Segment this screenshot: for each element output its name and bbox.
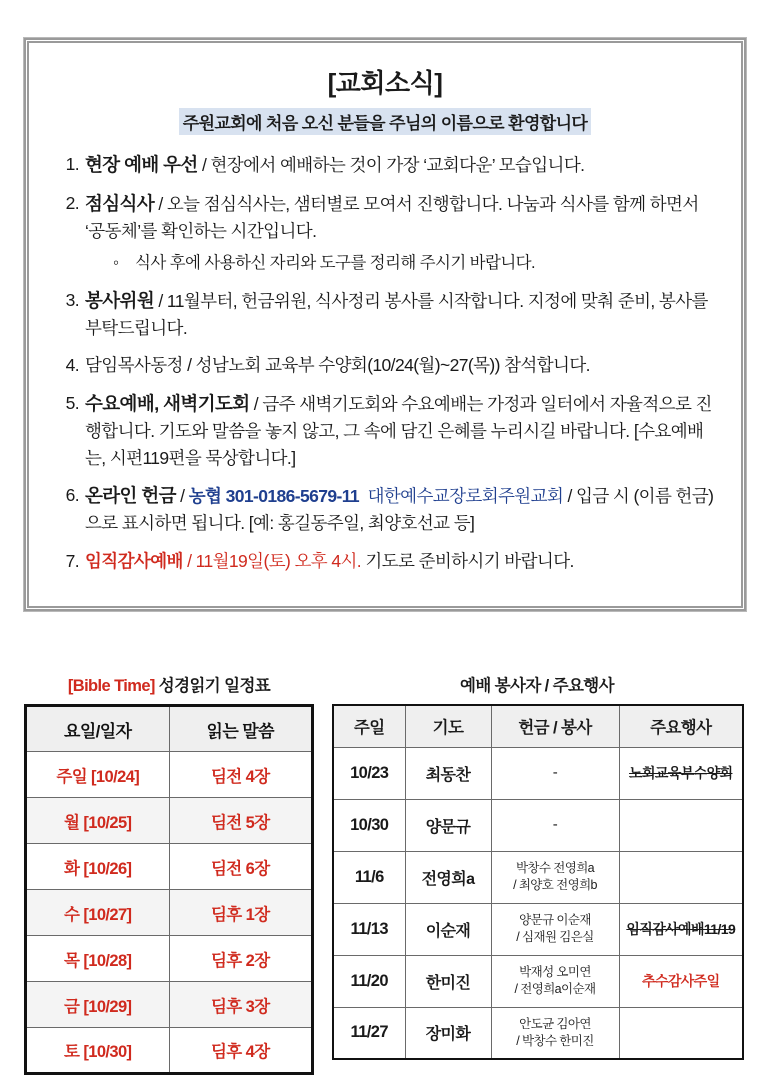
table-header-row — [26, 706, 313, 752]
bible-passage: 딤전 5장 — [169, 798, 313, 844]
table-row — [333, 1007, 743, 1059]
page-title: [교회소식] — [327, 68, 443, 98]
table-row — [333, 747, 743, 799]
service-event — [619, 851, 743, 903]
news-item-1-body: / 현장에서 예배하는 것이 가장 ‘교회다운’ 모습입니다. — [197, 155, 585, 175]
news-item-2-lead: 점심식사 — [85, 193, 155, 215]
service-col-offering: 헌금 / 봉사 — [491, 705, 619, 747]
service-offering — [491, 1007, 619, 1059]
news-item-5-lead: 수요예배, 새벽기도회 — [85, 393, 250, 415]
table-row — [333, 955, 743, 1007]
news-item-7 — [51, 548, 719, 575]
news-item-3-lead: 봉사위원 — [85, 289, 155, 311]
service-offering-line2: / 최양호 전영희b — [513, 878, 597, 892]
service-event — [619, 1007, 743, 1059]
table-row — [333, 851, 743, 903]
service-offering-line2: / 심재원 김은실 — [516, 930, 594, 944]
bible-time-caption — [24, 672, 314, 696]
news-item-5-number: 5. — [65, 393, 79, 414]
bible-time-section — [24, 672, 314, 1075]
service-col-sunday: 주일 — [333, 705, 405, 747]
table-row — [26, 798, 313, 844]
service-col-event: 주요행사 — [619, 705, 743, 747]
news-item-6-body: / 입금 시 (이름 헌금)으로 표시하면 됩니다. [예: 홍길동주일, 최양호선교 등] — [85, 486, 714, 534]
service-offering-line1: 박창수 전영희a — [515, 861, 595, 876]
table-header-row — [333, 705, 743, 747]
news-item-6-number: 6. — [65, 485, 79, 506]
news-item-4 — [51, 352, 719, 379]
bible-passage: 딤후 2장 — [169, 936, 313, 982]
news-item-3 — [51, 287, 719, 342]
service-prayer: 한미진 — [405, 955, 491, 1007]
service-event — [619, 955, 743, 1007]
news-item-5 — [51, 390, 719, 471]
bible-time-caption-tag: [Bible Time] — [67, 677, 155, 695]
bible-day: 화 [10/26] — [26, 844, 170, 890]
table-row — [333, 903, 743, 955]
bank-account-number: 농협 301-0186-5679-11 — [188, 486, 360, 507]
service-offering — [491, 851, 619, 903]
news-item-3-number: 3. — [65, 289, 79, 310]
list-item: ◦ 식사 후에 사용하신 자리와 도구를 정리해 주시기 바랍니다. — [113, 252, 719, 276]
service-offering-line2: / 박창수 한미진 — [516, 1033, 594, 1048]
bible-passage: 딤후 1장 — [169, 890, 313, 936]
table-row — [333, 799, 743, 851]
news-list — [51, 151, 719, 575]
bible-passage: 딤후 3장 — [169, 982, 313, 1028]
bible-passage: 딤전 6장 — [169, 844, 313, 890]
welcome-banner — [51, 108, 719, 135]
service-offering-line1: 박재성 오미연 — [519, 965, 591, 980]
news-item-1 — [51, 151, 719, 179]
news-item-2 — [51, 190, 719, 276]
table-row — [26, 982, 313, 1028]
service-date: 11/20 — [333, 955, 405, 1007]
service-prayer: 전영희a — [405, 851, 491, 903]
service-volunteers-table — [332, 704, 744, 1060]
service-event — [619, 747, 743, 799]
bible-day: 월 [10/25] — [26, 798, 170, 844]
bible-passage: 딤전 4장 — [169, 752, 313, 798]
news-item-2-sublist — [85, 252, 719, 276]
service-offering — [491, 955, 619, 1007]
bible-col-day: 요일/일자 — [26, 706, 170, 752]
news-item-6 — [51, 482, 719, 537]
news-item-4-number: 4. — [65, 355, 79, 376]
church-news-box — [24, 38, 746, 611]
news-item-2-number: 2. — [65, 193, 79, 214]
bible-time-caption-text: 성경읽기 일정표 — [154, 677, 271, 695]
table-row — [26, 936, 313, 982]
service-table-caption: 예배 봉사자 / 주요행사 — [460, 677, 614, 695]
service-date: 10/30 — [333, 799, 405, 851]
service-event — [619, 799, 743, 851]
service-event — [619, 903, 743, 955]
bible-day: 주일 [10/24] — [26, 752, 170, 798]
service-prayer: 양문규 — [405, 799, 491, 851]
welcome-text: 주원교회에 처음 오신 분들을 주님의 이름으로 환영합니다 — [179, 108, 591, 135]
news-item-2-body: / 오늘 점심식사는, 샘터별로 모여서 진행합니다. 나눔과 식사를 함께 하면서 ‘공동체’를 확인하는 시간입니다. — [85, 194, 699, 242]
news-item-7-lead: 임직감사예배 — [85, 551, 183, 572]
service-offering-line1: 안도균 김아연 — [519, 1016, 591, 1031]
news-item-7-body: 기도로 준비하시기 바랍니다. — [361, 551, 574, 572]
table-row — [26, 844, 313, 890]
service-col-prayer: 기도 — [405, 705, 491, 747]
service-prayer: 장미화 — [405, 1007, 491, 1059]
bank-account-holder: 대한예수교장로회주원교회 — [367, 486, 564, 507]
service-prayer: 이순재 — [405, 903, 491, 955]
service-offering — [491, 747, 619, 799]
bible-col-passage: 읽는 말씀 — [169, 706, 313, 752]
news-item-6-lead: 온라인 헌금 — [85, 485, 176, 507]
bible-reading-table — [24, 704, 314, 1075]
service-offering-line2: / 전영희a이순재 — [514, 982, 596, 996]
service-volunteers-section — [332, 672, 742, 1060]
service-date: 10/23 — [333, 747, 405, 799]
news-item-1-lead: 현장 예배 우선 — [85, 154, 198, 175]
bible-day: 토 [10/30] — [26, 1028, 170, 1074]
table-row — [26, 752, 313, 798]
service-date: 11/27 — [333, 1007, 405, 1059]
bible-day: 수 [10/27] — [26, 890, 170, 936]
table-row — [26, 890, 313, 936]
news-item-7-number: 7. — [65, 551, 79, 572]
news-item-7-datetime: / 11월19일(토) 오후 4시. — [182, 551, 362, 572]
service-event-text: 임직감사예배11/19 — [626, 921, 736, 937]
news-item-4-body: 담임목사동정 / 성남노회 교육부 수양회(10/24(월)~27(목)) 참석합니다. — [85, 355, 590, 376]
bible-day: 목 [10/28] — [26, 936, 170, 982]
service-offering — [491, 903, 619, 955]
service-date: 11/13 — [333, 903, 405, 955]
service-offering-line1: - — [552, 763, 558, 781]
service-offering-line1: 양문규 이순재 — [519, 913, 591, 928]
service-event-text: 추수감사주일 — [641, 973, 720, 989]
service-offering-line1: - — [552, 815, 558, 833]
bible-passage: 딤후 4장 — [169, 1028, 313, 1074]
service-prayer: 최동찬 — [405, 747, 491, 799]
news-item-5-body: / 금주 새벽기도회와 수요예배는 가정과 일터에서 자율적으로 진행합니다. 기도와 말씀을 놓지 않고, 그 속에 담긴 은혜를 누리시길 바랍니다. [수요예배는, 시편119편을 묵상합니다.] — [85, 394, 712, 468]
service-offering — [491, 799, 619, 851]
bible-day: 금 [10/29] — [26, 982, 170, 1028]
news-item-1-number: 1. — [65, 154, 79, 174]
tables-area — [24, 672, 746, 1075]
table-row — [26, 1028, 313, 1074]
news-item-3-body: / 11월부터, 헌금위원, 식사정리 봉사를 시작합니다. 지정에 맞춰 준비, 봉사를 부탁드립니다. — [85, 290, 708, 338]
news-item-6-separator: / — [175, 486, 189, 507]
service-date: 11/6 — [333, 851, 405, 903]
service-event-text: 노회교육부수양회 — [629, 765, 733, 781]
